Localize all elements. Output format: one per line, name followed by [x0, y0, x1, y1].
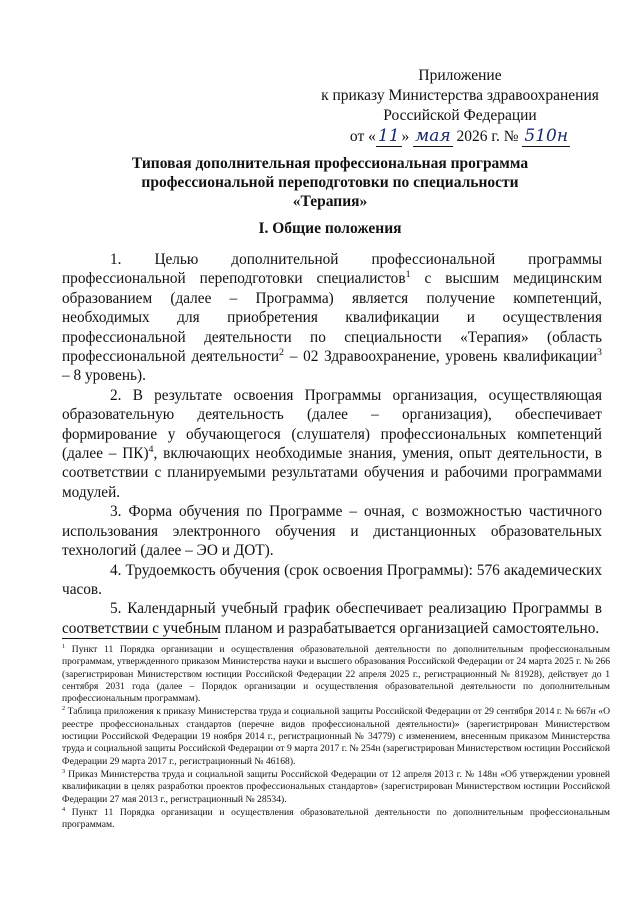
footnote-ref-1: 1	[405, 269, 411, 281]
paragraph-4: 4. Трудоемкость обучения (срок освоения Программы): 576 академических часов.	[62, 561, 602, 598]
date-month: мая	[415, 126, 451, 146]
date-day: 11	[377, 126, 400, 146]
paragraph-5: 5. Календарный учебный график обеспечивает реализацию Программы в соответствии с учебным планом и разрабатывается организацией самостоятельно.	[62, 600, 602, 637]
paragraph-3: 3. Форма обучения по Программе – очная, с возможностью частичного использования электронного обучения и дистанционных образовательных технологий (далее – ЭО и ДОТ).	[62, 503, 602, 560]
title-line-2: профессиональной переподготовки по специальности	[141, 174, 519, 191]
appendix-date-line	[300, 126, 620, 147]
date-mid: »	[401, 128, 414, 145]
appendix-ministry: Российской Федерации	[383, 107, 537, 124]
paragraph-2: 2. В результате освоения Программы организация, осуществляющая образовательную деятельность (далее – организация), обеспечивает формирование у обучающегося (слушателя) профессиональных компетенций (далее – ПК)$^4$, включающих необходимые знания, умения, опыт деятельности, в соответствии с планируемыми результатами обучения и рабочими программами модулей.	[62, 386, 602, 501]
footnote-ref-2: 2	[279, 346, 284, 358]
title-line-1: Типовая дополнительная профессиональная программа	[131, 155, 529, 172]
date-prefix: от «	[349, 128, 376, 145]
footnote-4: $^4$ Пункт 11 Порядка организации и осуществления образовательной деятельности по дополнительным профессиональным программам.	[62, 805, 610, 831]
footnote-divider	[62, 638, 218, 639]
title-line-3: «Терапия»	[292, 193, 368, 210]
paragraph-1: 1. Целью дополнительной профессиональной программы профессиональной переподготовки специалистов$^1$ с высшим медицинским образованием (далее – Программа) является получение компетенций, необходимых для приобретения квалификации и осуществления профессиональной деятельности по специальности «Терапия» (область профессиональной деятельности$^2$ – 02 Здравоохранение, уровень квалификации$^3$ – 8 уровень).	[62, 251, 602, 385]
appendix-label: Приложение	[418, 67, 502, 84]
footnote-ref-3: 3	[597, 346, 602, 358]
footnote-1: $^1$ Пункт 11 Порядка организации и осуществления образовательной деятельности по дополнительным профессиональным программам, утвержденного приказом Министерства науки и высшего образования Российской Федерации от 24 марта 2025 г. № 266 (зарегистрирован Министерством юстиции Российской Федерации 22 апреля 2025 г., регистрационный № 81928), действует до 1 сентября 2031 года (далее – Порядок организации и осуществления образовательной деятельности по дополнительным профессиональным программам).	[62, 642, 610, 705]
footnotes	[62, 644, 610, 832]
document-title	[60, 154, 600, 211]
footnote-2: $^2$ Таблица приложения к приказу Министерства труда и социальной защиты Российской Федерации от 29 сентября 2014 г. № 667н «О реестре профессиональных стандартов (перечне видов профессиональной деятельности)» (зарегистрирован Министерством юстиции Российской Федерации 19 ноября 2014 г., регистрационный № 34779) с изменением, внесенным приказом Министерства труда и социальной защиты Российской Федерации от 9 марта 2017 г. № 254н (зарегистрирован Министерством юстиции Российской Федерации 29 марта 2017 г., регистрационный № 46168).	[62, 705, 610, 767]
appendix-order-ref: к приказу Министерства здравоохранения	[321, 87, 599, 104]
section-heading: I. Общие положения	[258, 220, 402, 237]
appendix-block	[300, 66, 620, 147]
order-number: 510н	[524, 126, 569, 146]
footnote-ref-4: 4	[148, 443, 154, 455]
document-body	[62, 250, 602, 638]
footnote-3: $^3$ Приказ Министерства труда и социальной защиты Российской Федерации от 12 апреля 2013 г. № 148н «Об утверждении уровней квалификации в целях разработки проектов профессиональных стандартов» (зарегистрирован Министерством юстиции Российской Федерации 27 мая 2013 г., регистрационный № 28534).	[62, 767, 610, 805]
date-year: 2026 г. №	[452, 128, 519, 145]
